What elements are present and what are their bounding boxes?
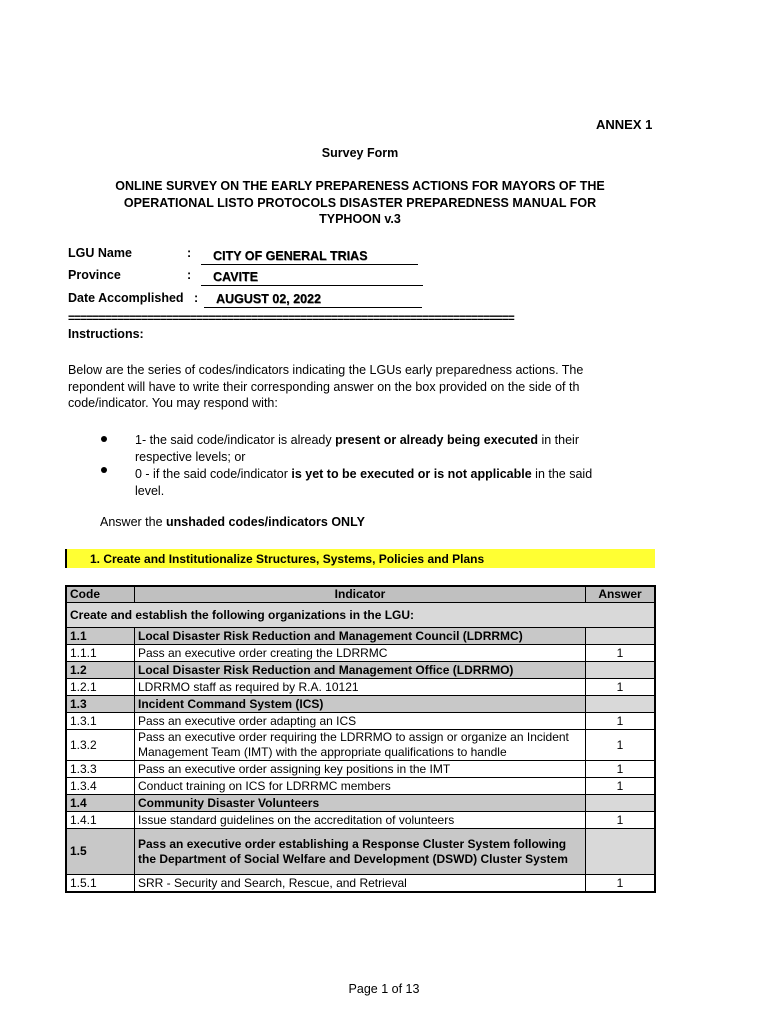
- table-row: [66, 679, 655, 696]
- row-answer: [586, 628, 656, 645]
- header-answer: Answer: [586, 586, 656, 603]
- row-indicator: Issue standard guidelines on the accreditation of volunteers: [135, 812, 586, 829]
- answer-note: Answer the unshaded codes/indicators ONLY: [100, 515, 365, 529]
- group-row-text: Create and establish the following organizations in the LGU:: [66, 603, 655, 628]
- header-indicator: Indicator: [135, 586, 586, 603]
- table-row: [66, 628, 655, 645]
- province-label: Province: [68, 268, 121, 282]
- row-indicator: SRR - Security and Search, Rescue, and Retrieval: [135, 875, 586, 893]
- table-row: [66, 730, 655, 761]
- row-indicator: Pass an executive order establishing a Response Cluster System following the Department of Social Welfare and Development (DSWD) Cluster System: [135, 829, 586, 875]
- table-row: [66, 696, 655, 713]
- table-row: [66, 795, 655, 812]
- row-indicator: Local Disaster Risk Reduction and Management Office (LDRRMO): [135, 662, 586, 679]
- row-answer: [586, 696, 656, 713]
- date-accomplished-colon: :: [194, 291, 199, 305]
- row-indicator: Local Disaster Risk Reduction and Management Council (LDRRMC): [135, 628, 586, 645]
- row-indicator: Incident Command System (ICS): [135, 696, 586, 713]
- row-indicator: Pass an executive order creating the LDRRMC: [135, 645, 586, 662]
- answer-cell[interactable]: 1: [586, 730, 656, 761]
- date-accomplished-value: AUGUST 02, 2022: [204, 291, 422, 308]
- lgu-name-value: CITY OF GENERAL TRIAS: [201, 248, 418, 265]
- table-row: [66, 875, 655, 893]
- table-row: [66, 778, 655, 795]
- row-indicator: Pass an executive order assigning key positions in the IMT: [135, 761, 586, 778]
- row-indicator: Pass an executive order adapting an ICS: [135, 713, 586, 730]
- row-code: 1.4.1: [66, 812, 135, 829]
- table-row: [66, 829, 655, 875]
- instructions-heading: Instructions:: [68, 327, 144, 341]
- row-code: 1.1: [66, 628, 135, 645]
- row-answer: [586, 795, 656, 812]
- table-row: [66, 645, 655, 662]
- row-code: 1.3: [66, 696, 135, 713]
- row-code: 1.2.1: [66, 679, 135, 696]
- instructions-text: Below are the series of codes/indicators indicating the LGUs early preparedness actions. The repondent will have to write their corresponding answer on the box provided on the side of th code/indicator. You may respond with:: [68, 363, 584, 410]
- header-code: Code: [66, 586, 135, 603]
- row-code: 1.1.1: [66, 645, 135, 662]
- answer-cell[interactable]: 1: [586, 778, 656, 795]
- answer-cell[interactable]: 1: [586, 812, 656, 829]
- province-colon: :: [187, 268, 192, 282]
- table-row: [66, 812, 655, 829]
- survey-main-title: ONLINE SURVEY ON THE EARLY PREPARENESS ACTIONS FOR MAYORS OF THE OPERATIONAL LISTO PROTOCOLS DISASTER PREPAREDNESS MANUAL FOR TYPHOON v.3: [115, 179, 605, 226]
- survey-table: [65, 585, 656, 893]
- row-indicator: LDRRMO staff as required by R.A. 10121: [135, 679, 586, 696]
- table-row: [66, 761, 655, 778]
- bullet-dot-icon: [101, 436, 107, 442]
- row-code: 1.3.2: [66, 730, 135, 761]
- row-code: 1.3.1: [66, 713, 135, 730]
- row-code: 1.5.1: [66, 875, 135, 893]
- answer-cell[interactable]: 1: [586, 761, 656, 778]
- table-row: [66, 713, 655, 730]
- answer-cell[interactable]: 1: [586, 645, 656, 662]
- answer-cell[interactable]: 1: [586, 679, 656, 696]
- section-title: 1. Create and Institutionalize Structures, Systems, Policies and Plans: [90, 552, 485, 566]
- separator-line: =========================================================================: [68, 311, 514, 325]
- lgu-name-label: LGU Name: [68, 246, 132, 260]
- row-indicator: Community Disaster Volunteers: [135, 795, 586, 812]
- form-title: Survey Form: [321, 146, 399, 160]
- date-accomplished-label: Date Accomplished: [68, 291, 184, 305]
- annex-label: ANNEX 1: [596, 117, 653, 132]
- row-indicator: Pass an executive order requiring the LDRRMO to assign or organize an Incident Management Team (IMT) with the appropriate qualifications to handle: [135, 730, 586, 761]
- table-row: [66, 662, 655, 679]
- page-number: Page 1 of 13: [348, 982, 420, 996]
- bullet-item-2: 0 - if the said code/indicator is yet to be executed or is not applicable in the said level.: [135, 467, 593, 498]
- table-header-row: [66, 586, 655, 603]
- row-code: 1.3.4: [66, 778, 135, 795]
- row-answer: [586, 662, 656, 679]
- row-code: 1.2: [66, 662, 135, 679]
- lgu-name-colon: :: [187, 246, 192, 260]
- row-indicator: Conduct training on ICS for LDRRMC members: [135, 778, 586, 795]
- row-code: 1.4: [66, 795, 135, 812]
- row-code: 1.5: [66, 829, 135, 875]
- row-answer: [586, 829, 656, 875]
- province-value: CAVITE: [201, 269, 423, 286]
- bullet-dot-icon: [101, 467, 107, 473]
- group-row: [66, 603, 655, 628]
- bullet-item-1: 1- the said code/indicator is already present or already being executed in their respective levels; or: [135, 433, 579, 464]
- answer-cell[interactable]: 1: [586, 875, 656, 893]
- answer-cell[interactable]: 1: [586, 713, 656, 730]
- row-code: 1.3.3: [66, 761, 135, 778]
